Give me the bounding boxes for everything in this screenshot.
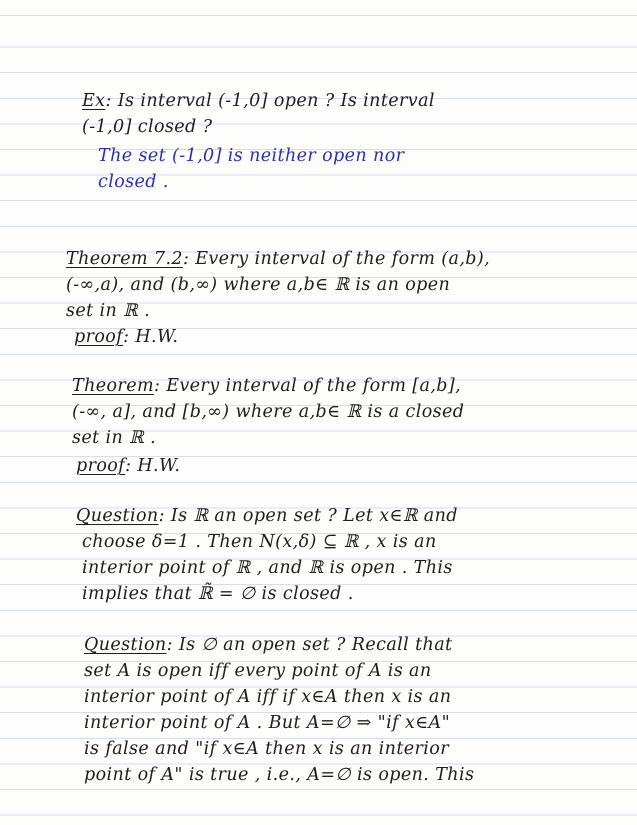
theorem72-line-1	[66, 248, 490, 270]
example-answer-line-1: The set (-1,0] is neither open nor	[98, 146, 405, 166]
question1-text-start: : Is ℝ an open set ? Let x∈ℝ and	[158, 506, 458, 526]
theorem-proof-text: : H.W.	[125, 456, 181, 476]
question2-text-start: : Is ∅ an open set ? Recall that	[166, 635, 453, 655]
question1-line-1	[76, 505, 458, 527]
question2-line-3: interior point of A iff if x∈A then x is an	[84, 687, 452, 707]
theorem-label: Theorem	[72, 376, 154, 396]
question2-line-2: set A is open iff every point of A is an	[84, 661, 432, 681]
question2-line-6: point of A" is true , i.e., A=∅ is open. This	[84, 765, 475, 785]
example-answer-line-2: closed .	[98, 172, 169, 192]
example-question-text: : Is interval (-1,0] open ? Is interval	[105, 91, 435, 111]
question1-line-2: choose δ=1 . Then N(x,δ) ⊆ ℝ , x is an	[82, 532, 437, 552]
example-line-2: (-1,0] closed ?	[82, 117, 213, 137]
theorem72-proof	[74, 326, 178, 348]
question2-line-5: is false and "if x∈A then x is an interior	[84, 739, 449, 759]
example-line-1	[82, 90, 435, 112]
theorem-line-3: set in ℝ .	[72, 428, 157, 448]
theorem72-proof-label: proof	[74, 327, 124, 347]
example-label: Ex	[82, 91, 106, 111]
question2-line-4: interior point of A . But A=∅ ⇒ "if x∈A"	[84, 713, 451, 733]
theorem-proof	[76, 455, 180, 477]
question2-line-1	[84, 634, 452, 656]
question1-line-4: implies that ℝ̃ = ∅ is closed .	[82, 584, 354, 604]
theorem-statement-start: : Every interval of the form [a,b],	[153, 376, 462, 396]
theorem72-proof-text: : H.W.	[123, 327, 179, 347]
theorem72-line-2: (-∞,a), and (b,∞) where a,b∈ ℝ is an open	[66, 275, 451, 295]
theorem-line-2: (-∞, a], and [b,∞) where a,b∈ ℝ is a closed	[72, 402, 465, 422]
question1-label: Question	[76, 506, 159, 526]
theorem72-line-3: set in ℝ .	[66, 301, 151, 321]
theorem-line-1	[72, 375, 461, 397]
theorem72-label: Theorem 7.2	[66, 249, 183, 269]
question1-line-3: interior point of ℝ , and ℝ is open . This	[82, 558, 453, 578]
theorem-proof-label: proof	[76, 456, 126, 476]
question2-label: Question	[84, 635, 167, 655]
theorem72-statement-start: : Every interval of the form (a,b),	[182, 249, 491, 269]
